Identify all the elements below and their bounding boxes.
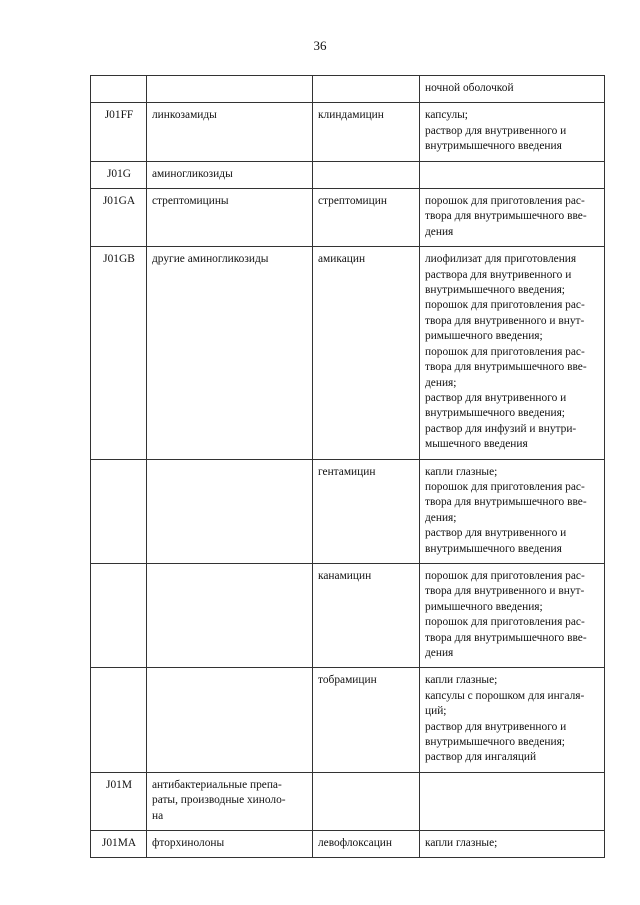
table-row	[91, 563, 605, 667]
dosage-form-cell: капсулы; раствор для внутривенного и внутримышечного введения	[420, 103, 605, 161]
atc-code-cell: J01G	[91, 161, 147, 188]
group-cell	[147, 76, 313, 103]
drug-table	[90, 75, 605, 858]
drug-cell: гентамицин	[313, 459, 420, 563]
table-row	[91, 459, 605, 563]
atc-code-cell: J01GB	[91, 247, 147, 459]
table-row	[91, 161, 605, 188]
table-row	[91, 76, 605, 103]
drug-cell	[313, 161, 420, 188]
group-cell: фторхинолоны	[147, 831, 313, 858]
group-cell	[147, 668, 313, 772]
table-row	[91, 668, 605, 772]
dosage-form-cell: порошок для приготовления рас- твора для внутримышечного вве- дения	[420, 189, 605, 247]
drug-cell: стрептомицин	[313, 189, 420, 247]
drug-cell: клиндамицин	[313, 103, 420, 161]
group-cell: аминогликозиды	[147, 161, 313, 188]
atc-code-cell: J01GA	[91, 189, 147, 247]
dosage-form-cell: капли глазные;	[420, 831, 605, 858]
page-number: 36	[313, 38, 327, 53]
dosage-form-cell: порошок для приготовления рас- твора для внутривенного и внут- римышечного введения; порошок для приготовления рас- твора для внутримышечного вве- дения	[420, 563, 605, 667]
atc-code-cell	[91, 76, 147, 103]
atc-code-cell: J01M	[91, 772, 147, 830]
drug-cell: тобрамицин	[313, 668, 420, 772]
table-row	[91, 247, 605, 459]
drug-cell: амикацин	[313, 247, 420, 459]
group-cell: другие аминогликозиды	[147, 247, 313, 459]
drug-cell	[313, 76, 420, 103]
dosage-form-cell: капли глазные; порошок для приготовления рас- твора для внутримышечного вве- дения; раствор для внутривенного и внутримышечного введения	[420, 459, 605, 563]
group-cell: линкозамиды	[147, 103, 313, 161]
table-row	[91, 189, 605, 247]
group-cell	[147, 459, 313, 563]
dosage-form-cell	[420, 772, 605, 830]
table-row	[91, 103, 605, 161]
group-cell: стрептомицины	[147, 189, 313, 247]
atc-code-cell: J01FF	[91, 103, 147, 161]
dosage-form-cell: капли глазные; капсулы с порошком для ингаля- ций; раствор для внутривенного и внутримышечного введения; раствор для ингаляций	[420, 668, 605, 772]
dosage-form-cell: лиофилизат для приготовления раствора для внутривенного и внутримышечного введения; порошок для приготовления рас- твора для внутривенного и внут- римышечного введения; порошок для приготовления рас- твора для внутримышечного вве- дения; раствор для внутривенного и внутримышечного введения; раствор для инфузий и внутри- мышечного введения	[420, 247, 605, 459]
drug-cell: левофлоксацин	[313, 831, 420, 858]
group-cell	[147, 563, 313, 667]
table-row	[91, 772, 605, 830]
atc-code-cell: J01MA	[91, 831, 147, 858]
drug-cell: канамицин	[313, 563, 420, 667]
dosage-form-cell: ночной оболочкой	[420, 76, 605, 103]
atc-code-cell	[91, 563, 147, 667]
group-cell: антибактериальные препа- раты, производные хиноло- на	[147, 772, 313, 830]
atc-code-cell	[91, 459, 147, 563]
atc-code-cell	[91, 668, 147, 772]
drug-cell	[313, 772, 420, 830]
dosage-form-cell	[420, 161, 605, 188]
table-row	[91, 831, 605, 858]
